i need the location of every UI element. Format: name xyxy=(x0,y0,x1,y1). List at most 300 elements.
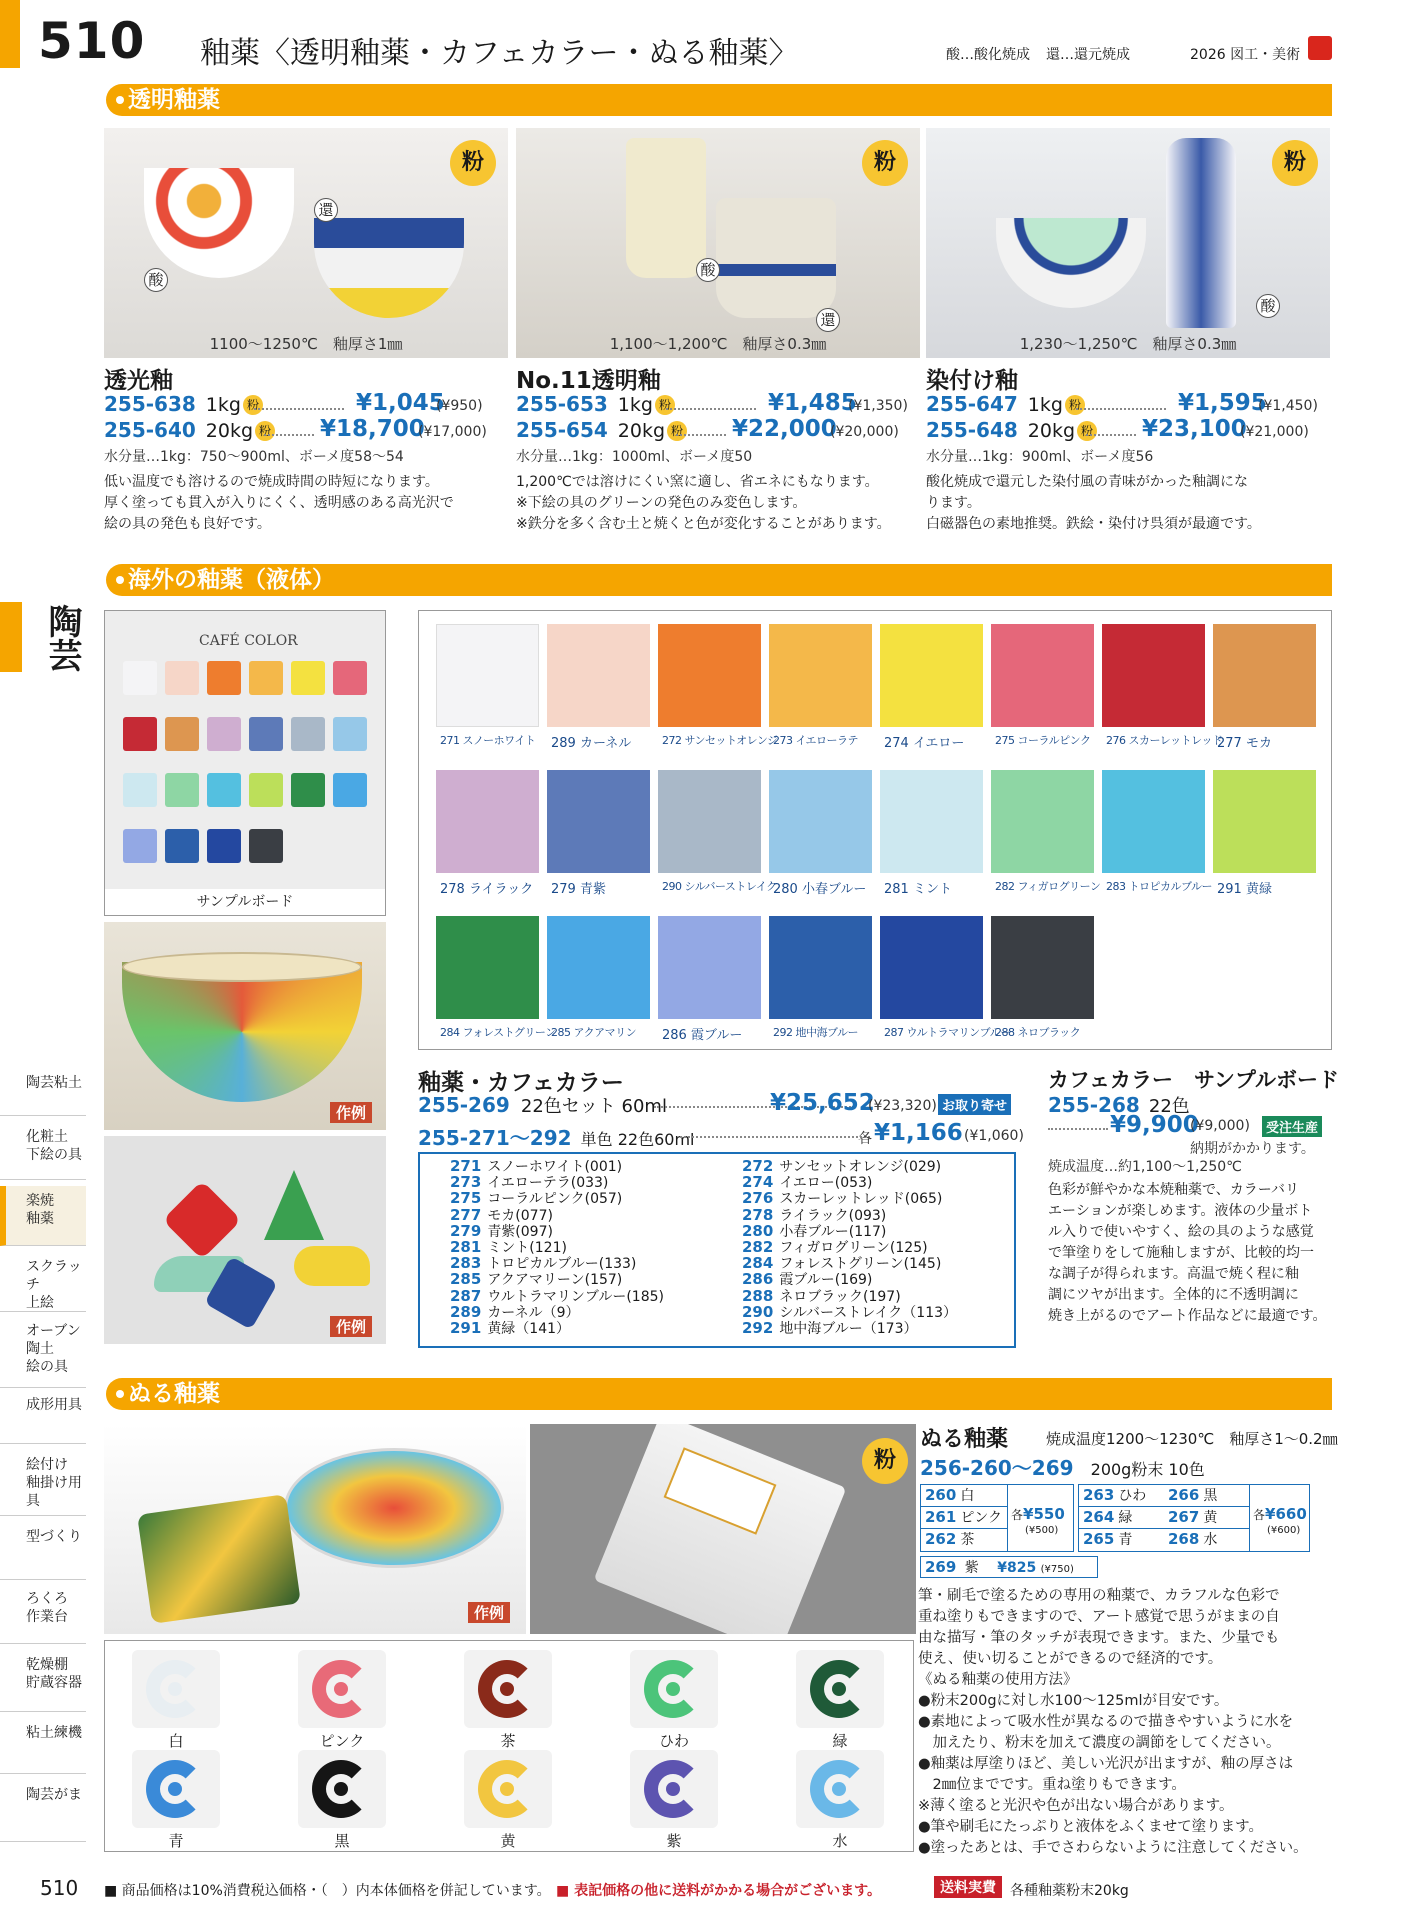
swatch-label: 271 スノーホワイト xyxy=(440,734,536,747)
board-mini-swatch xyxy=(333,717,367,751)
color-swatch xyxy=(880,624,983,727)
cafe-list-name: 霞ブルー(169) xyxy=(779,1272,873,1289)
nuru-name: ぬる釉薬 xyxy=(920,1427,1009,1452)
side-tab-item[interactable]: スクラッチ 上絵 xyxy=(0,1252,86,1312)
example-label-1: 作例 xyxy=(330,1102,372,1123)
nuru-desc-line: ●塗ったあとは、手でさわらないように注意してください。 xyxy=(918,1840,1308,1856)
cafe-list-name: スカーレットレッド(065) xyxy=(779,1191,943,1208)
pg2-color: 緑 xyxy=(1118,1510,1133,1526)
pg2-price: ¥660 xyxy=(1265,1505,1307,1523)
board-price: ¥9,900 xyxy=(1110,1112,1199,1138)
pg1-color: ピンク xyxy=(960,1510,1003,1526)
swatch-label: 284 フォレストグリーン xyxy=(440,1026,556,1039)
powder-badge: 粉 xyxy=(1272,140,1318,186)
sample-board-photo xyxy=(104,610,386,916)
cafe-list-name: イエローテラ(033) xyxy=(487,1175,609,1192)
product-size: 1kg xyxy=(1027,394,1063,416)
oxidation-tag: 酸 xyxy=(144,268,168,292)
order-badge: お取り寄せ xyxy=(938,1094,1011,1115)
color-swatch xyxy=(991,770,1094,873)
side-tab-item[interactable]: 成形用具 xyxy=(0,1390,86,1444)
nuru-tile xyxy=(464,1650,552,1728)
product-desc-line: 厚く塗っても貫入が入りにくく、透明感のある高光沢で xyxy=(104,495,454,511)
nuru-price-table-2 xyxy=(1078,1484,1310,1552)
nuru-tile-label: ピンク xyxy=(319,1732,365,1750)
board-mini-swatch xyxy=(123,773,157,807)
color-swatch xyxy=(880,770,983,873)
nuru-code-desc: 200g粉末 10色 xyxy=(1090,1460,1205,1479)
side-tab-item[interactable]: ろくろ 作業台 xyxy=(0,1584,86,1644)
product-desc-line: 1,200℃では溶けにくい窯に適し、省エネにもなります。 xyxy=(516,474,879,490)
color-swatch xyxy=(1213,770,1316,873)
product-price: ¥1,045 xyxy=(356,390,445,416)
swatch-label: 282 フィガログリーン xyxy=(995,880,1101,893)
cafe-list-name: トロピカルブルー(133) xyxy=(487,1256,637,1273)
product-price: ¥23,100 xyxy=(1142,416,1247,442)
board-desc-line: 色彩が鮮やかな本焼釉薬で、カラーバリ xyxy=(1048,1182,1300,1198)
swatch-label: 278 ライラック xyxy=(440,882,534,897)
side-main-tab[interactable] xyxy=(0,602,86,672)
cafe-list-code: 285 xyxy=(450,1270,482,1289)
nuru-example-label: 作例 xyxy=(468,1602,510,1623)
nuru-package-photo xyxy=(530,1424,916,1634)
nuru-tile xyxy=(298,1650,386,1728)
product-price: ¥22,000 xyxy=(732,416,837,442)
product-code: 255-648 xyxy=(926,418,1018,442)
cafe-list-code: 272 xyxy=(742,1157,774,1175)
color-swatch xyxy=(547,916,650,1019)
board-mini-swatch xyxy=(249,717,283,751)
side-main-label: 陶芸 xyxy=(42,604,82,672)
reduction-tag: 還 xyxy=(816,308,840,332)
pg2-row xyxy=(1164,1529,1249,1551)
board-temp: 焼成温度…約1,100〜1,250℃ xyxy=(1048,1159,1242,1175)
swatch-label: 287 ウルトラマリンブルー xyxy=(884,1026,1011,1039)
nuru-price-table-3 xyxy=(920,1556,1098,1578)
board-mini-swatch xyxy=(207,717,241,751)
pg3-name: 紫 xyxy=(964,1560,979,1576)
page-tab-marker xyxy=(0,0,20,68)
board-mini-swatch xyxy=(249,829,283,863)
board-desc-line: 調にツヤが出ます。全体的に不透明調に xyxy=(1048,1287,1299,1303)
swatch-label: 276 スカーレットレッド xyxy=(1106,734,1223,747)
product-code: 255-647 xyxy=(926,392,1018,416)
pg2-code: 267 xyxy=(1168,1508,1200,1526)
pg2-prefix: 各 xyxy=(1253,1508,1266,1522)
pg2-code: 268 xyxy=(1168,1530,1200,1548)
pg2-row xyxy=(1079,1529,1164,1551)
nuru-tile xyxy=(630,1650,718,1728)
nuru-tile xyxy=(298,1750,386,1828)
nuru-tile-label: 紫 xyxy=(666,1832,682,1850)
example-label-2: 作例 xyxy=(330,1316,372,1337)
cafe-list-code: 287 xyxy=(450,1286,482,1305)
cafe-list-item xyxy=(742,1304,957,1321)
product-desc-line: 白磁器色の素地推奨。鉄絵・染付け呉須が最適です。 xyxy=(926,516,1261,532)
water-spec: 水分量…1kg：1000ml、ボーメ度50 xyxy=(516,449,753,465)
cafe-list-code: 279 xyxy=(450,1221,482,1240)
cafe-list-name: イエロー(053) xyxy=(779,1175,873,1192)
bowl-example-photo xyxy=(104,922,386,1130)
legend-oxidation: 酸…酸化焼成 xyxy=(946,47,1030,63)
board-mini-swatch xyxy=(123,829,157,863)
board-title: CAFÉ COLOR xyxy=(199,633,298,649)
cafe-list-code: 274 xyxy=(742,1173,774,1192)
powder-mini-badge: 粉 xyxy=(655,395,675,415)
cafe-single-prefix: 各 xyxy=(858,1131,872,1147)
product-tax: (¥20,000) xyxy=(830,424,899,440)
pg2-row xyxy=(1079,1485,1164,1507)
nuru-tile-label: 黄 xyxy=(500,1832,516,1850)
pg1-code: 262 xyxy=(925,1530,957,1548)
swatch-label: 277 モカ xyxy=(1217,736,1272,751)
color-swatch xyxy=(1102,770,1205,873)
nuru-desc-line: 使え、使い切ることができるので経済的です。 xyxy=(918,1651,1223,1667)
color-swatch xyxy=(658,770,761,873)
nuru-desc-line: ●筆や刷毛にたっぷりと液体をふくませて塗ります。 xyxy=(918,1819,1263,1835)
board-mini-swatch xyxy=(165,717,199,751)
color-swatch xyxy=(658,916,761,1019)
swatch-label: 273 イエローラテ xyxy=(773,734,859,747)
pg3-code: 269 xyxy=(925,1558,957,1576)
tiles-example-photo xyxy=(104,1136,386,1344)
footer-page: 510 xyxy=(40,1876,79,1900)
nuru-desc-line: ※薄く塗ると光沢や色が出ない場合があります。 xyxy=(918,1798,1234,1814)
product-tax: (¥17,000) xyxy=(418,424,487,440)
nuru-tile xyxy=(630,1750,718,1828)
section-banner-overseas xyxy=(106,564,1332,596)
cafe-list-name: シルバーストレイク（113） xyxy=(779,1304,958,1321)
pg2-row xyxy=(1164,1485,1249,1507)
board-desc-line: で筆塗りをして施釉しますが、比較的均一 xyxy=(1048,1245,1314,1261)
board-mini-swatch xyxy=(207,829,241,863)
side-tab-item[interactable]: 陶芸がま xyxy=(0,1780,86,1842)
nuru-spec: 焼成温度1200〜1230℃ 釉厚さ1〜0.2㎜ xyxy=(1046,1430,1338,1448)
color-swatch xyxy=(991,916,1094,1019)
swatch-label: 285 アクアマリン xyxy=(551,1026,637,1039)
product-size: 20kg xyxy=(617,420,666,442)
side-tab-item[interactable]: 絵付け 釉掛け用具 xyxy=(0,1450,86,1516)
cafe-list-name: ライラック(093) xyxy=(779,1207,887,1224)
side-tab-item[interactable]: 陶芸粘土 xyxy=(0,1068,86,1116)
cafe-list-code: 286 xyxy=(742,1270,774,1289)
cafe-list-name: ネロブラック(197) xyxy=(779,1288,901,1305)
powder-badge: 粉 xyxy=(862,140,908,186)
pg1-row xyxy=(921,1485,1007,1507)
nuru-tile-label: 黒 xyxy=(334,1832,350,1850)
swatch-label: 283 トロピカルブルー xyxy=(1106,880,1213,893)
product-tax: (¥1,350) xyxy=(848,398,908,414)
product-tax: (¥21,000) xyxy=(1240,424,1309,440)
product-name: 染付け釉 xyxy=(926,368,1018,394)
swatch-label: 281 ミント xyxy=(884,882,952,897)
color-swatch xyxy=(769,624,872,727)
board-mini-swatch xyxy=(123,717,157,751)
footer-note-shipping: ■ 表記価格の他に送料がかかる場合がございます。 xyxy=(556,1883,881,1899)
nuru-tile xyxy=(796,1750,884,1828)
board-caption: サンプルボード xyxy=(105,889,385,915)
cafe-list-code: 281 xyxy=(450,1238,482,1256)
cafe-single-code: 255-271〜292 xyxy=(418,1126,572,1150)
pg1-code: 260 xyxy=(925,1486,957,1504)
pg2-code: 265 xyxy=(1083,1530,1115,1548)
nuru-desc-line: 重ね塗りもできますので、アート感覚で思うがままの自 xyxy=(918,1609,1280,1625)
pg1-code: 261 xyxy=(925,1508,957,1526)
pg1-row xyxy=(921,1507,1007,1529)
nuru-tile-label: 緑 xyxy=(832,1732,848,1750)
pg2-tax: (¥600) xyxy=(1267,1525,1301,1536)
page-title: 釉薬〈透明釉薬・カフェカラー・ぬる釉薬〉 xyxy=(200,36,799,71)
board-mini-swatch xyxy=(333,773,367,807)
oxidation-tag: 酸 xyxy=(1256,294,1280,318)
firing-caption: 1,100〜1,200℃ 釉厚さ0.3㎜ xyxy=(609,335,827,353)
nuru-tile-label: 水 xyxy=(832,1832,848,1850)
cafe-list-name: 青紫(097) xyxy=(487,1223,553,1240)
board-size: 22色 xyxy=(1148,1096,1190,1117)
swatch-label: 286 霞ブルー xyxy=(662,1028,743,1043)
cafe-list-code: 289 xyxy=(450,1302,482,1321)
cafe-list-code: 283 xyxy=(450,1254,482,1273)
product-size: 20kg xyxy=(1027,420,1076,442)
product-price: ¥1,595 xyxy=(1178,390,1267,416)
cafe-list-name: フィガログリーン(125) xyxy=(779,1240,928,1256)
cafe-single-row xyxy=(418,1120,1024,1150)
swatch-label: 290 シルバーストレイク xyxy=(662,880,777,893)
cafe-color-name: 釉薬・カフェカラー xyxy=(418,1070,624,1096)
product-photo xyxy=(926,128,1330,358)
price-row xyxy=(926,392,1330,418)
powder-mini-badge: 粉 xyxy=(255,421,275,441)
cafe-list-name: スノーホワイト(001) xyxy=(487,1159,623,1175)
side-tab-item[interactable]: 楽焼 釉薬 xyxy=(0,1186,86,1246)
swatch-label: 272 サンセットオレンジ xyxy=(662,734,778,747)
board-desc-line: な調子が得られます。高温で焼く程に釉 xyxy=(1048,1266,1299,1282)
brand-logo-icon xyxy=(1308,36,1332,60)
board-mini-swatch xyxy=(207,661,241,695)
color-swatch xyxy=(547,770,650,873)
nuru-desc-line: 由な描写・筆のタッチが表現できます。また、少量でも xyxy=(918,1630,1280,1646)
product-code: 255-640 xyxy=(104,418,196,442)
cafe-single-desc: 単色 22色60ml xyxy=(580,1130,695,1149)
nuru-desc-line: 《ぬる釉薬の使用方法》 xyxy=(918,1672,1078,1688)
pg1-row xyxy=(921,1529,1007,1551)
product-name: 透光釉 xyxy=(104,368,173,394)
color-swatch xyxy=(1213,624,1316,727)
board-mini-swatch xyxy=(165,661,199,695)
board-code: 255-268 xyxy=(1048,1093,1140,1117)
cafe-list-name: 小春ブルー(117) xyxy=(779,1223,887,1240)
color-swatch xyxy=(658,624,761,727)
cafe-list-name: カーネル（9） xyxy=(487,1304,580,1321)
powder-badge: 粉 xyxy=(450,140,496,186)
water-spec: 水分量…1kg：900ml、ボーメ度56 xyxy=(926,449,1154,465)
section-title-clear: 透明釉薬 xyxy=(128,87,220,113)
cafe-color-list xyxy=(418,1152,1016,1348)
price-row xyxy=(926,418,1330,444)
cafe-list-code: 288 xyxy=(742,1286,774,1305)
cafe-set-code: 255-269 xyxy=(418,1093,510,1117)
cafe-set-price: ¥25,652 xyxy=(770,1090,875,1116)
product-code: 255-638 xyxy=(104,392,196,416)
swatch-label: 291 黄緑 xyxy=(1217,882,1272,897)
section-title-nuru: ぬる釉薬 xyxy=(128,1381,220,1407)
pg3-price: ¥825 xyxy=(997,1560,1037,1576)
board-description xyxy=(1048,1180,1338,1327)
product-tax: (¥1,450) xyxy=(1258,398,1318,414)
product-desc-line: ※下絵の具のグリーンの発色のみ変色します。 xyxy=(516,495,807,511)
price-row xyxy=(516,392,920,418)
cafe-list-name: ミント(121) xyxy=(487,1240,567,1256)
cafe-list-code: 284 xyxy=(742,1254,774,1273)
pg2-color: ひわ xyxy=(1118,1488,1147,1504)
board-mini-swatch xyxy=(249,773,283,807)
pg1-tax: (¥500) xyxy=(1025,1525,1059,1536)
pg2-code: 264 xyxy=(1083,1508,1115,1526)
swatch-label: 275 コーラルピンク xyxy=(995,734,1091,747)
side-tab-item[interactable]: 化粧土 下絵の具 xyxy=(0,1122,86,1180)
cafe-list-code: 273 xyxy=(450,1173,482,1192)
color-swatch xyxy=(769,770,872,873)
cafe-list-code: 275 xyxy=(450,1189,482,1208)
product-size: 1kg xyxy=(205,394,241,416)
reduction-tag: 還 xyxy=(314,198,338,222)
nuru-desc-line: 加えたり、粉末を加えて濃度の調節をしてください。 xyxy=(918,1735,1281,1751)
powder-mini-badge: 粉 xyxy=(667,421,687,441)
color-swatch xyxy=(769,916,872,1019)
board-tax: (¥9,000) xyxy=(1190,1118,1250,1134)
pg2-color: 黒 xyxy=(1203,1488,1218,1504)
pg1-color: 茶 xyxy=(960,1532,975,1548)
nuru-desc-line: ●釉薬は厚塗りほど、美しい光沢が出ますが、釉の厚さは xyxy=(918,1756,1294,1772)
color-swatch xyxy=(1102,624,1205,727)
cafe-list-item xyxy=(742,1320,917,1337)
cafe-list-name: モカ(077) xyxy=(487,1207,553,1224)
pg3-tax: (¥750) xyxy=(1040,1564,1074,1575)
nuru-tile xyxy=(132,1650,220,1728)
section-banner-nuru xyxy=(106,1378,1332,1410)
nuru-tile xyxy=(464,1750,552,1828)
page-number: 510 xyxy=(38,12,146,70)
shipping-text: 各種釉薬粉末20kg xyxy=(1010,1883,1129,1899)
cafe-list-code: 277 xyxy=(450,1205,482,1224)
cafe-list-name: サンセットオレンジ(029) xyxy=(779,1159,942,1175)
cafe-list-code: 278 xyxy=(742,1205,774,1224)
section-banner-clear xyxy=(106,84,1332,116)
board-mini-swatch xyxy=(207,773,241,807)
cafe-list-code: 291 xyxy=(450,1319,482,1337)
legend-reduction: 還…還元焼成 xyxy=(1046,47,1130,63)
color-swatch xyxy=(436,770,539,873)
powder-mini-badge: 粉 xyxy=(1065,395,1085,415)
firing-caption: 1,230〜1,250℃ 釉厚さ0.3㎜ xyxy=(1019,335,1237,353)
cafe-list-code: 282 xyxy=(742,1238,774,1256)
nuru-tile xyxy=(796,1650,884,1728)
footer-note-tax: ■ 商品価格は10%消費税込価格・（ ）内本体価格を併記しています。 xyxy=(104,1883,551,1899)
product-price: ¥1,485 xyxy=(768,390,857,416)
nuru-tile xyxy=(132,1750,220,1828)
oxidation-tag: 酸 xyxy=(696,258,720,282)
product-size: 1kg xyxy=(617,394,653,416)
swatch-label: 279 青紫 xyxy=(551,882,606,897)
nuru-code: 256-260〜269 xyxy=(920,1456,1074,1480)
product-code: 255-654 xyxy=(516,418,608,442)
product-price: ¥18,700 xyxy=(320,416,425,442)
nuru-tile-label: 青 xyxy=(168,1832,184,1850)
board-desc-line: エーションが楽しめます。液体の少量ボト xyxy=(1048,1203,1313,1219)
swatch-label: 292 地中海ブルー xyxy=(773,1026,859,1039)
color-swatch xyxy=(880,916,983,1019)
board-note: 納期がかかります。 xyxy=(1190,1141,1315,1157)
nuru-desc-line: 筆・刷毛で塗るための専用の釉薬で、カラフルな色彩で xyxy=(918,1588,1280,1604)
board-mini-swatch xyxy=(291,717,325,751)
board-mini-swatch xyxy=(291,773,325,807)
cafe-set-desc: 22色セット 60ml xyxy=(520,1096,667,1117)
cafe-list-name: 黄緑（141） xyxy=(487,1321,571,1337)
cafe-list-code: 292 xyxy=(742,1319,774,1337)
price-row xyxy=(516,418,920,444)
cafe-list-code: 276 xyxy=(742,1189,774,1208)
nuru-description xyxy=(918,1586,1338,1859)
product-name: No.11透明釉 xyxy=(516,368,661,394)
board-desc-line: 焼き上がるのでアート作品などに最適です。 xyxy=(1048,1308,1327,1324)
cafe-set-tax: (¥23,320) xyxy=(868,1098,937,1114)
pg2-row xyxy=(1164,1507,1249,1529)
cafe-list-name: ウルトラマリンブルー(185) xyxy=(487,1288,664,1305)
nuru-code-row xyxy=(920,1452,1320,1481)
swatch-label: 280 小春ブルー xyxy=(773,882,867,897)
pg1-price: ¥550 xyxy=(1023,1505,1065,1523)
product-desc-line: ります。 xyxy=(926,495,981,511)
cafe-list-name: 地中海ブルー（173） xyxy=(779,1321,918,1337)
side-tab-item[interactable]: オーブン 陶土 絵の具 xyxy=(0,1316,86,1388)
nuru-tile-label: 茶 xyxy=(500,1732,516,1750)
cafe-list-name: アクアマリーン(157) xyxy=(487,1272,623,1289)
board-desc-line: ル入りで使いやすく、絵の具のような感覚 xyxy=(1048,1224,1314,1240)
nuru-desc-line: ●粉末200gに対し水100〜125mlが目安です。 xyxy=(918,1693,1229,1709)
swatch-label: 274 イエロー xyxy=(884,736,965,751)
side-tab-item[interactable]: 乾燥棚 貯蔵容器 xyxy=(0,1650,86,1712)
side-tab-item[interactable]: 粘土練機 xyxy=(0,1718,86,1774)
pg2-color: 黄 xyxy=(1203,1510,1218,1526)
pg1-color: 白 xyxy=(960,1488,975,1504)
cafe-set-row xyxy=(418,1092,1018,1120)
product-size: 20kg xyxy=(205,420,254,442)
color-swatch xyxy=(547,624,650,727)
product-photo xyxy=(104,128,508,358)
board-mini-swatch xyxy=(123,661,157,695)
color-swatch xyxy=(436,624,539,727)
swatch-label: 288 ネロブラック xyxy=(995,1026,1081,1039)
price-row xyxy=(104,392,508,418)
pg2-row xyxy=(1079,1507,1164,1529)
swatch-label: 289 カーネル xyxy=(551,736,632,751)
product-photo xyxy=(516,128,920,358)
product-desc-line: 低い温度でも溶けるので焼成時間の時短になります。 xyxy=(104,474,439,490)
pg1-prefix: 各 xyxy=(1011,1508,1024,1522)
nuru-example-photo xyxy=(104,1424,526,1634)
side-tab-item[interactable]: 型づくり xyxy=(0,1522,86,1580)
catalog-name: 2026 図工・美術 xyxy=(1190,47,1301,63)
cafe-list-code: 290 xyxy=(742,1302,774,1321)
powder-mini-badge: 粉 xyxy=(243,395,263,415)
firing-caption: 1100〜1250℃ 釉厚さ1㎜ xyxy=(209,335,403,353)
board-mini-swatch xyxy=(165,773,199,807)
board-mini-swatch xyxy=(333,661,367,695)
product-desc-line: ※鉄分を多く含む土と焼くと色が変化することがあります。 xyxy=(516,516,891,532)
board-mini-swatch xyxy=(165,829,199,863)
product-desc-line: 酸化焼成で還元した染付風の青味がかった釉調にな xyxy=(926,474,1248,490)
pg2-color: 水 xyxy=(1203,1532,1218,1548)
